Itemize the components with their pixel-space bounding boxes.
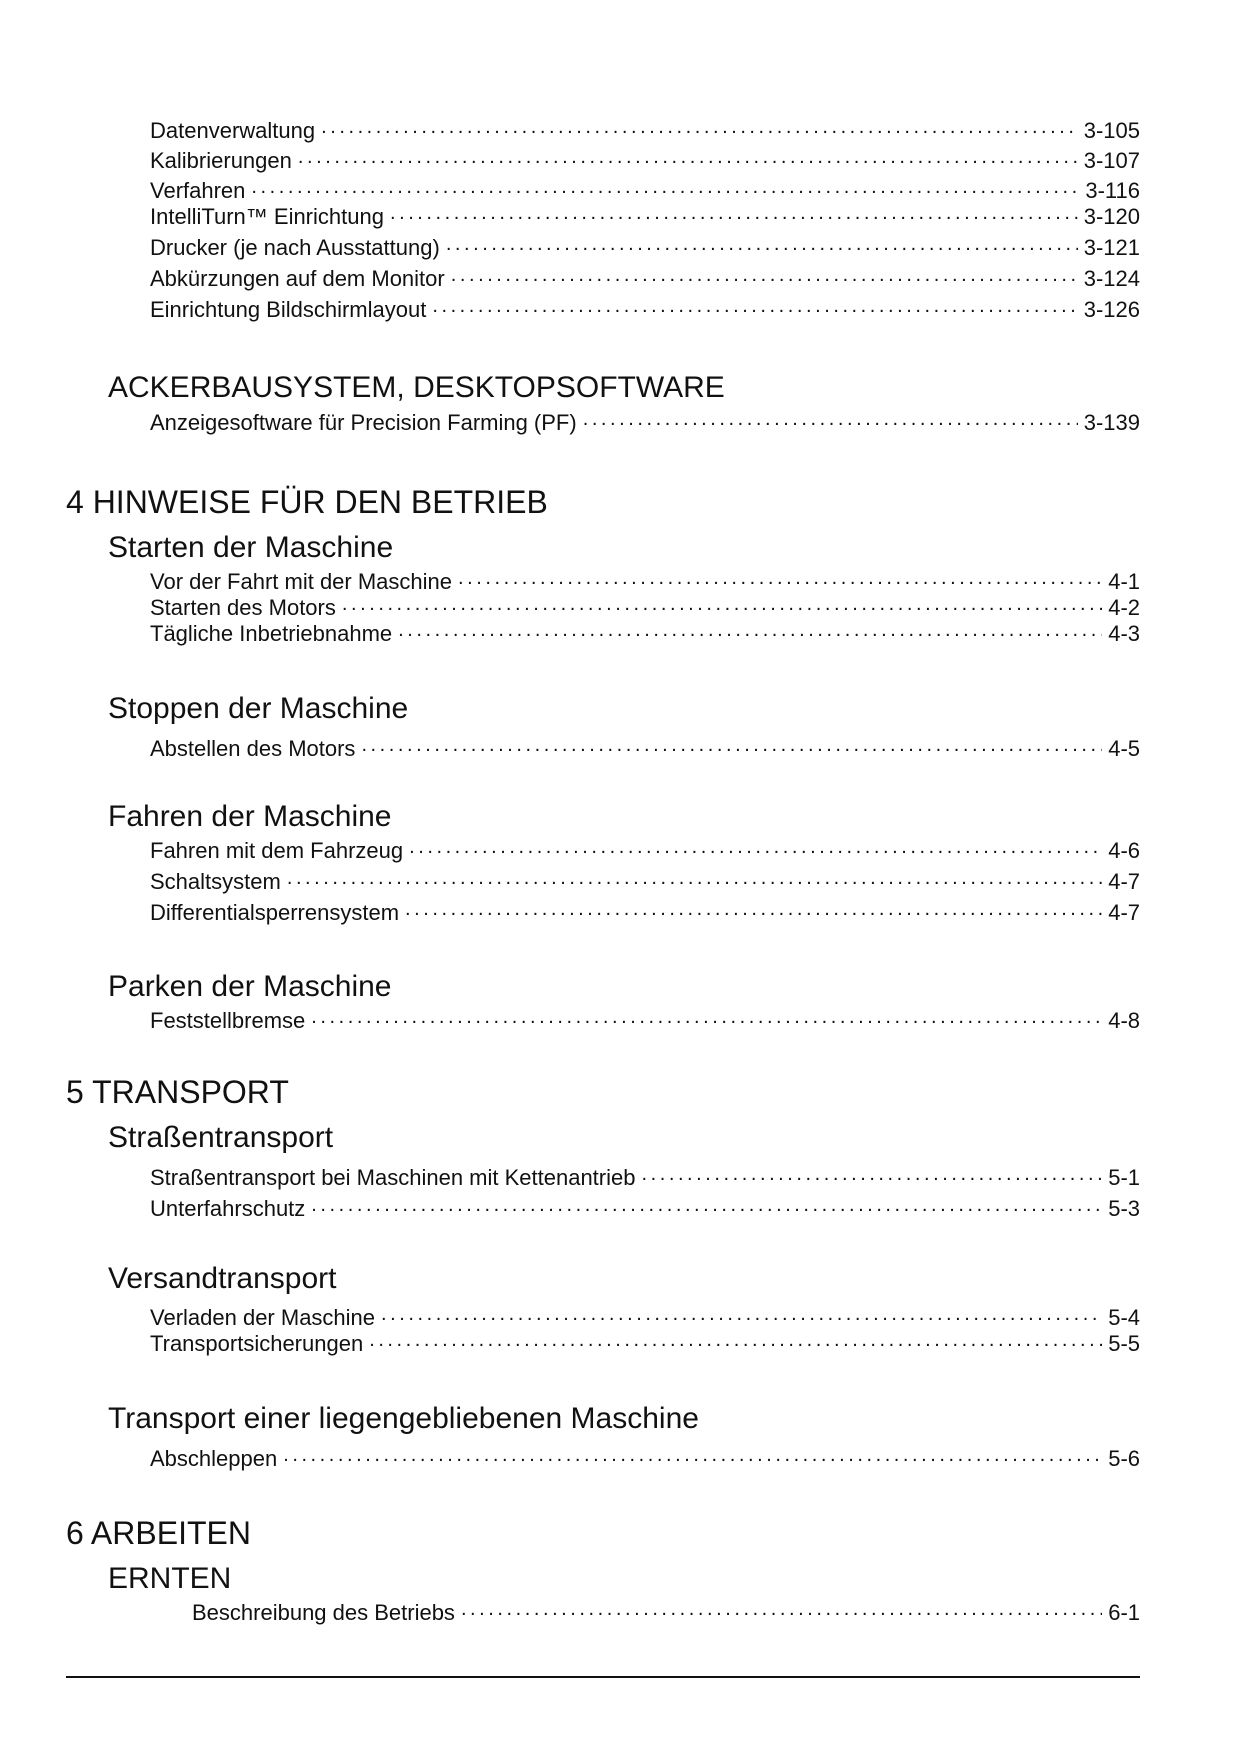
toc-entry-page: 3-107 [1083, 148, 1140, 173]
toc-entry[interactable] [150, 734, 1140, 762]
dot-leader [381, 1303, 1102, 1325]
toc-entry[interactable] [150, 898, 1140, 926]
toc-entry-label: IntelliTurn™ Einrichtung [150, 204, 384, 229]
section-heading[interactable]: Straßentransport [108, 1121, 334, 1154]
toc-entry-page: 4-8 [1108, 1008, 1140, 1033]
toc-entry-label: Beschreibung des Betriebs [192, 1600, 455, 1625]
toc-entry-page: 4-7 [1108, 869, 1140, 894]
toc-entry[interactable] [150, 1163, 1140, 1191]
toc-entry[interactable] [150, 619, 1140, 647]
toc-entry-page: 4-2 [1108, 595, 1140, 620]
section-heading[interactable]: Stoppen der Maschine [108, 692, 409, 725]
dot-leader [405, 898, 1102, 920]
toc-entry[interactable] [192, 1598, 1140, 1626]
toc-entry-label: Starten des Motors [150, 595, 336, 620]
toc-entry-page: 4-5 [1108, 736, 1140, 761]
toc-entry[interactable] [150, 295, 1140, 323]
dot-leader [641, 1163, 1102, 1185]
toc-entry[interactable] [150, 146, 1140, 174]
toc-entry-page: 4-6 [1108, 838, 1140, 863]
section-heading[interactable]: Fahren der Maschine [108, 800, 392, 833]
section-heading[interactable]: Transport einer liegengebliebenen Maschine [108, 1402, 699, 1435]
toc-entry-label: Differentialsperrensystem [150, 900, 400, 925]
toc-entry-label: Einrichtung Bildschirmlayout [150, 297, 427, 322]
section-heading[interactable]: Starten der Maschine [108, 531, 394, 564]
toc-entry-label: Verfahren [150, 178, 246, 203]
toc-entry-label: Straßentransport bei Maschinen mit Kettenantrieb [150, 1165, 636, 1190]
toc-entry-page: 5-6 [1108, 1446, 1140, 1471]
toc-entry[interactable] [150, 1444, 1140, 1472]
dot-leader [461, 1598, 1102, 1620]
dot-leader [287, 867, 1102, 889]
section-heading[interactable]: Versandtransport [108, 1262, 337, 1295]
dot-leader [398, 619, 1102, 641]
chapter-heading[interactable]: 6 ARBEITEN [66, 1515, 251, 1551]
toc-entry-label: Abschleppen [150, 1446, 278, 1471]
toc-entry-page: 6-1 [1108, 1600, 1140, 1625]
toc-entry-label: Vor der Fahrt mit der Maschine [150, 569, 453, 594]
dot-leader [342, 593, 1102, 615]
toc-entry[interactable] [150, 264, 1140, 292]
toc-entry-label: Datenverwaltung [150, 118, 316, 143]
toc-entry-label: Drucker (je nach Ausstattung) [150, 235, 440, 260]
dot-leader [432, 295, 1077, 317]
toc-entry-page: 3-126 [1083, 297, 1140, 322]
toc-entry-label: Fahren mit dem Fahrzeug [150, 838, 404, 863]
dot-leader [321, 116, 1078, 138]
toc-entry-page: 5-1 [1108, 1165, 1140, 1190]
chapter-heading[interactable]: 5 TRANSPORT [66, 1074, 289, 1110]
section-heading[interactable]: ACKERBAUSYSTEM, DESKTOPSOFTWARE [108, 371, 725, 404]
toc-entry-page: 4-1 [1108, 569, 1140, 594]
toc-entry[interactable] [150, 836, 1140, 864]
toc-entry-page: 5-5 [1108, 1331, 1140, 1356]
dot-leader [311, 1194, 1102, 1216]
dot-leader [458, 567, 1102, 589]
dot-leader [390, 202, 1078, 224]
toc-entry-page: 3-105 [1083, 118, 1140, 143]
toc-entry[interactable] [150, 867, 1140, 895]
dot-leader [283, 1444, 1102, 1466]
toc-entry-page: 3-116 [1085, 178, 1140, 203]
toc-entry[interactable] [150, 593, 1140, 621]
toc-entry[interactable] [150, 176, 1140, 204]
toc-entry-page: 3-121 [1083, 235, 1140, 260]
dot-leader [446, 233, 1078, 255]
bottom-rule [66, 1676, 1140, 1678]
toc-entry-label: Schaltsystem [150, 869, 281, 894]
dot-leader [311, 1006, 1102, 1028]
toc-entry-label: Kalibrierungen [150, 148, 292, 173]
toc-entry-label: Verladen der Maschine [150, 1305, 376, 1330]
toc-entry[interactable] [150, 1194, 1140, 1222]
dot-leader [369, 1329, 1102, 1351]
toc-entry-label: Feststellbremse [150, 1008, 306, 1033]
toc-entry[interactable] [150, 233, 1140, 261]
toc-entry-label: Abkürzungen auf dem Monitor [150, 266, 445, 291]
toc-entry[interactable] [150, 1303, 1140, 1331]
dot-leader [583, 408, 1078, 430]
chapter-heading[interactable]: 4 HINWEISE FÜR DEN BETRIEB [66, 484, 548, 520]
toc-entry[interactable] [150, 202, 1140, 230]
section-heading[interactable]: Parken der Maschine [108, 970, 392, 1003]
toc-entry[interactable] [150, 1329, 1140, 1357]
dot-leader [361, 734, 1102, 756]
toc-entry[interactable] [150, 408, 1140, 436]
toc-entry-label: Anzeigesoftware für Precision Farming (PF) [150, 410, 577, 435]
toc-entry-label: Tägliche Inbetriebnahme [150, 621, 393, 646]
toc-entry-label: Transportsicherungen [150, 1331, 364, 1356]
toc-entry[interactable] [150, 567, 1140, 595]
toc-entry-page: 5-3 [1108, 1196, 1140, 1221]
toc-entry-label: Abstellen des Motors [150, 736, 356, 761]
section-heading[interactable]: ERNTEN [108, 1562, 232, 1595]
toc-entry-page: 5-4 [1108, 1305, 1140, 1330]
toc-entry-page: 3-120 [1083, 204, 1140, 229]
dot-leader [409, 836, 1102, 858]
toc-entry[interactable] [150, 116, 1140, 144]
toc-entry-page: 4-3 [1108, 621, 1140, 646]
toc-entry-page: 3-139 [1083, 410, 1140, 435]
toc-entry-page: 3-124 [1083, 266, 1140, 291]
toc-entry-label: Unterfahrschutz [150, 1196, 306, 1221]
toc-entry-page: 4-7 [1108, 900, 1140, 925]
dot-leader [451, 264, 1078, 286]
dot-leader [298, 146, 1078, 168]
toc-entry[interactable] [150, 1006, 1140, 1034]
dot-leader [251, 176, 1079, 198]
